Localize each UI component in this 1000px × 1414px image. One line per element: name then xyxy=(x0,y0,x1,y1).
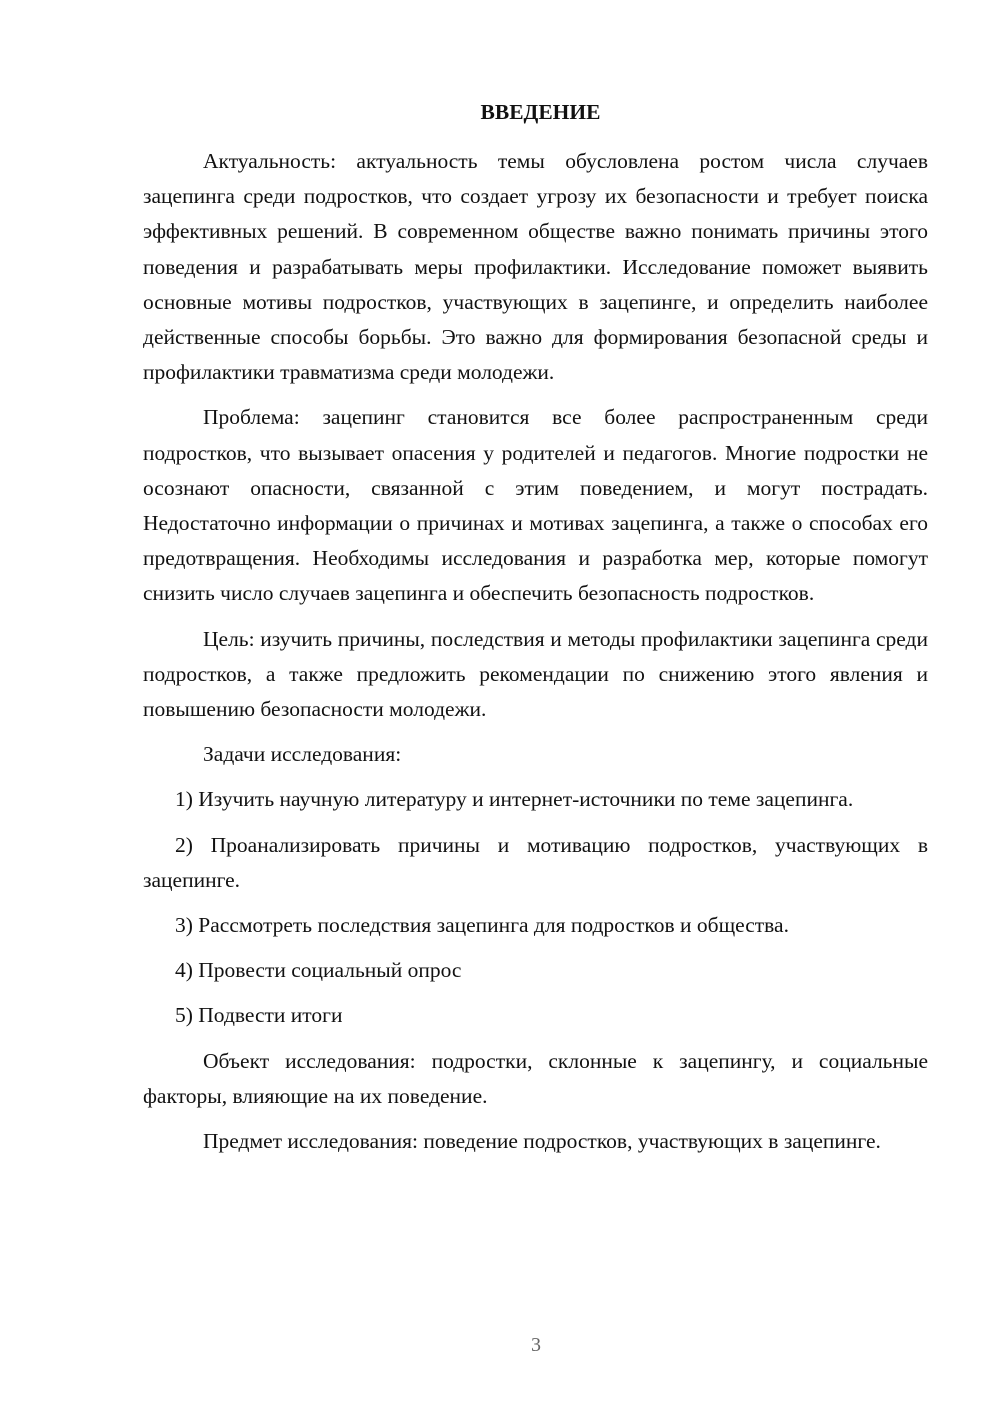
goal-paragraph: Цель: изучить причины, последствия и методы профилактики зацепинга среди подростков, а также предложить рекомендации по снижению этого явления и повышению безопасности молодежи. xyxy=(143,626,928,722)
subject-paragraph: Предмет исследования: поведение подростков, участвующих в зацепинге. xyxy=(203,1129,881,1154)
tasks-title: Задачи исследования: xyxy=(203,742,402,767)
task-item-1: 1) Изучить научную литературу и интернет-источники по теме зацепинга. xyxy=(175,787,854,812)
relevance-paragraph: Актуальность: актуальность темы обусловлена ростом числа случаев зацепинга среди подростков, что создает угрозу их безопасности и требует поиска эффективных решений. В современном обществе важно понимать причины этого поведения и разрабатывать меры профилактики. Исследование поможет выявить основные мотивы подростков, участвующих в зацепинге, и определить наиболее действенные способы борьбы. Это важно для формирования безопасной среды и профилактики травматизма среди молодежи. xyxy=(143,149,928,385)
object-paragraph: Объект исследования: подростки, склонные к зацепингу, и социальные факторы, влияющие на их поведение. xyxy=(143,1048,928,1108)
page-number: 3 xyxy=(531,1334,541,1356)
task-item-4: 4) Провести социальный опрос xyxy=(175,958,462,983)
page-title: ВВЕДЕНИЕ xyxy=(480,100,601,124)
task-item-2: 2) Проанализировать причины и мотивацию подростков, участвующих в зацепинге. xyxy=(143,832,928,892)
task-item-3: 3) Рассмотреть последствия зацепинга для подростков и общества. xyxy=(175,913,789,938)
task-item-5: 5) Подвести итоги xyxy=(175,1003,343,1028)
problem-paragraph: Проблема: зацепинг становится все более распространенным среди подростков, что вызывает опасения у родителей и педагогов. Многие подростки не осознают опасности, связанной с этим поведением, и могут пострадать. Недостаточно информации о причинах и мотивах зацепинга, а также о способах его предотвращения. Необходимы исследования и разработка мер, которые помогут снизить число случаев зацепинга и обеспечить безопасность подростков. xyxy=(143,405,928,606)
